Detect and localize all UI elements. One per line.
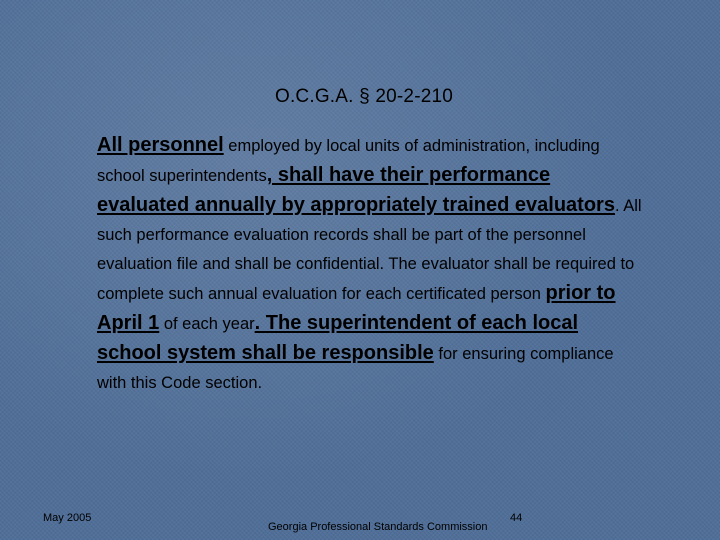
emphasis-prior-to-april-1: prior to April 1: [97, 282, 616, 334]
footer-date: May 2005: [43, 512, 92, 524]
statute-text: [97, 131, 642, 398]
emphasis-superintendent-responsible: . The superintendent of each local school system shall be responsible: [97, 312, 579, 364]
page-number: 44: [510, 512, 523, 524]
text-segment: employed by local units of administration, including school superintendents: [97, 137, 600, 185]
emphasis-evaluated-annually: , shall have their performance evaluated annually by appropriately trained evaluators: [97, 164, 615, 216]
text-segment: of each year: [159, 315, 255, 333]
text-segment: . All such performance evaluation records shall be part of the personnel evaluation file and shall be confidential. The evaluator shall be required to complete such annual evaluation for each certificated person: [97, 197, 642, 303]
text-segment: for ensuring compliance with this Code section.: [97, 345, 614, 392]
slide-title: O.C.G.A. § 20-2-210: [274, 86, 454, 107]
footer-organization: Georgia Professional Standards Commission: [268, 521, 488, 533]
emphasis-all-personnel: All personnel: [97, 134, 224, 156]
